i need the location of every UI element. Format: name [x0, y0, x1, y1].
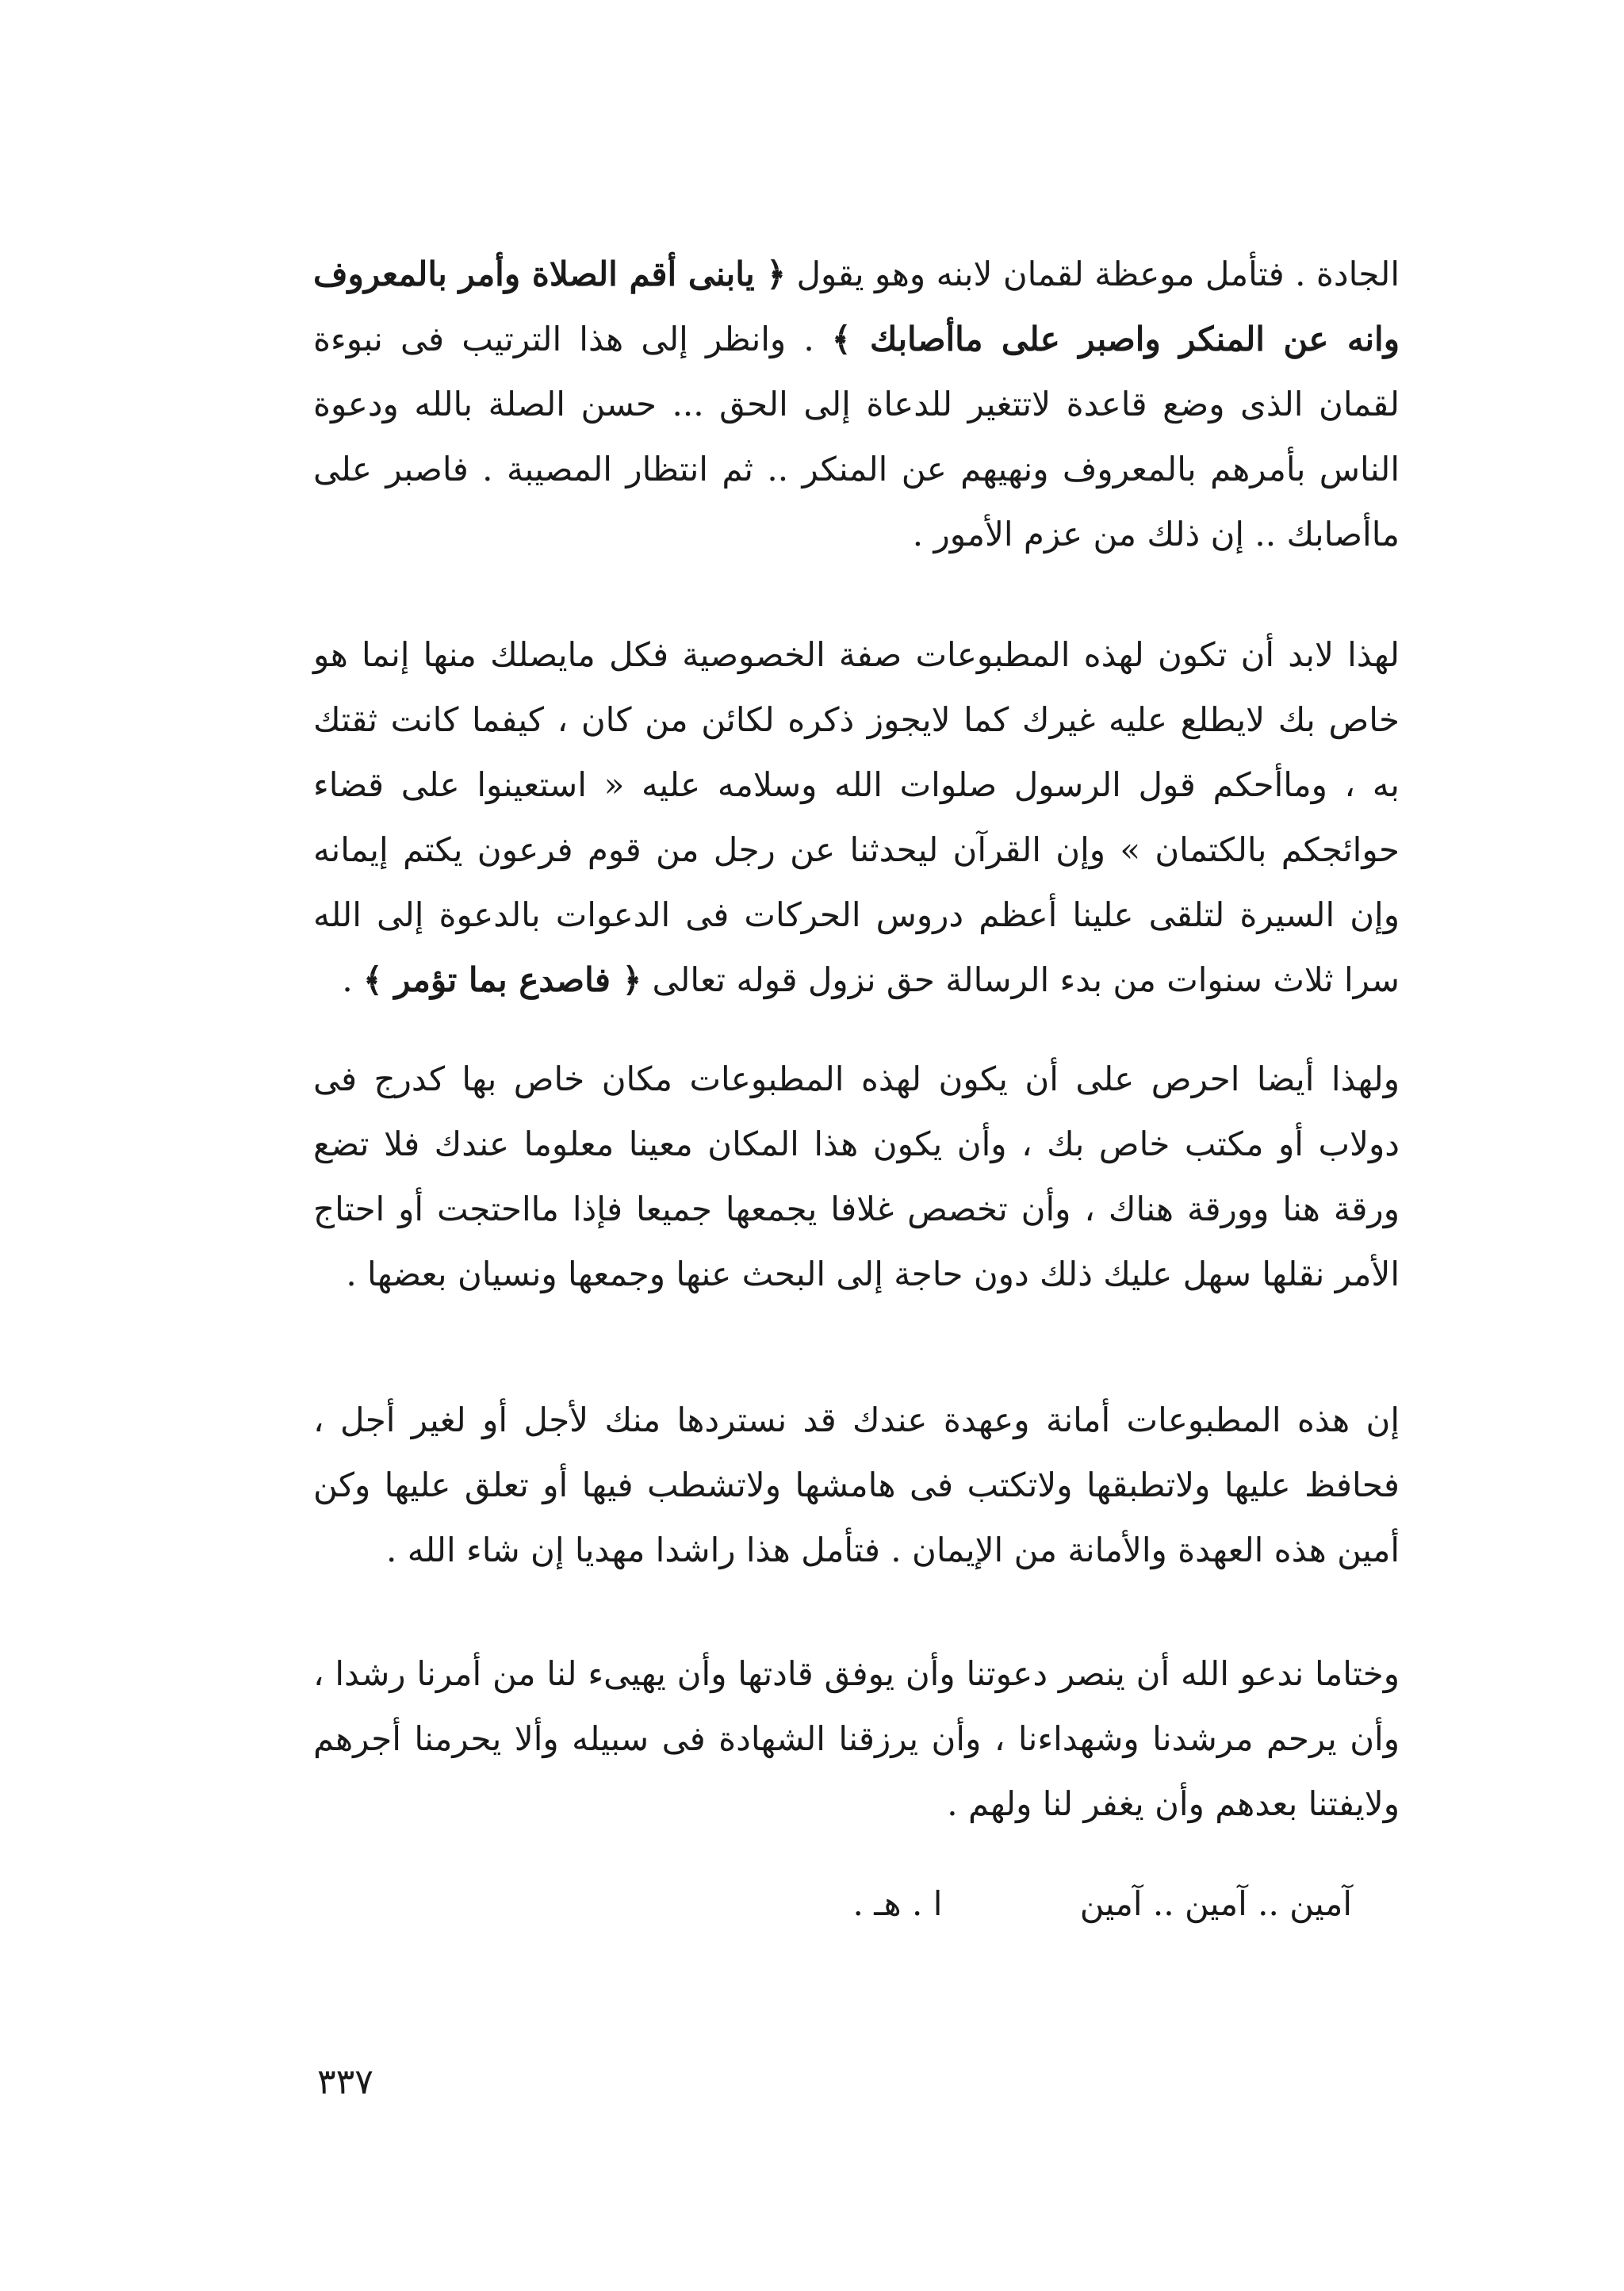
page-number: ٣٣٧ — [317, 2062, 373, 2102]
closing-signature: ا . هـ . — [852, 1884, 943, 1923]
paragraph-text: وختاما ندعو الله أن ينصر دعوتنا وأن يوفق قادتها وأن يهيىء لنا من أمرنا رشدا ، وأن يرحم مرشدنا وشهداءنا ، وأن يرزقنا الشهادة فى سبيله وألا يحرمنا أجرهم ولايفتنا بعدهم وأن يغفر لنا ولهم . — [313, 1654, 1400, 1823]
paragraph-trust — [313, 1388, 1400, 1583]
amen-text: آمين .. آمين .. آمين — [1079, 1884, 1352, 1923]
quran-quote: ﴿ فاصدع بما تؤمر ﴾ — [363, 960, 642, 999]
paragraph-text: ولهذا أيضا احرص على أن يكون لهذه المطبوعات مكان خاص بها كدرج فى دولاب أو مكتب خاص بك ، وأن يكون هذا المكان معينا معلوما عندك فلا تضع ورقة هنا وورقة هناك ، وأن تخصص غلافا يجمعها جميعا فإذا مااحتجت أو احتاج الأمر نقلها سهل عليك ذلك دون حاجة إلى البحث عنها وجمعها ونسيان بعضها . — [313, 1059, 1400, 1293]
quran-quote: ﴿ يابنى أقم الصلاة وأمر بالمعروف وانه عن المنكر واصبر على ماأصابك ﴾ — [313, 255, 1400, 358]
paragraph-closing-prayer — [313, 1642, 1400, 1837]
paragraph-storage — [313, 1047, 1400, 1307]
paragraph-text — [313, 242, 1400, 567]
paragraph-text: إن هذه المطبوعات أمانة وعهدة عندك قد نستردها منك لأجل أو لغير أجل ، فحافظ عليها ولاتطبقها ولاتكتب فى هامشها ولاتشطب فيها أو تعلق عليها وكن أمين هذه العهدة والأمانة من الإيمان . فتأمل هذا راشدا مهديا إن شاء الله . — [313, 1400, 1400, 1569]
paragraph-privacy — [313, 623, 1400, 1013]
paragraph-segment: . وانظر إلى هذا الترتيب فى نبوءة لقمان الذى وضع قاعدة لاتتغير للدعاة إلى الحق ... حسن الصلة بالله ودعوة الناس بأمرهم بالمعروف ونهيهم عن المنكر .. ثم انتظار المصيبة . فاصبر على ماأصابك .. إن ذلك من عزم الأمور . — [313, 320, 1400, 554]
paragraph-segment: الجادة . فتأمل موعظة لقمان لابنه وهو يقول — [786, 255, 1400, 293]
closing-line — [313, 1871, 1352, 1937]
paragraph-segment: . — [342, 960, 364, 999]
paragraph-luqman — [313, 242, 1400, 567]
paragraph-segment: لهذا لابد أن تكون لهذه المطبوعات صفة الخصوصية فكل مايصلك منها إنما هو خاص بك لايطلع عليه غيرك كما لايجوز ذكره لكائن من كان ، كيفما كانت ثقتك به ، وماأحكم قول الرسول صلوات الله وسلامه عليه « استعينوا على قضاء حوائجكم بالكتمان » وإن القرآن ليحدثنا عن رجل من قوم فرعون يكتم إيمانه وإن السيرة لتلقى علينا أعظم دروس الحركات فى الدعوات بالدعوة إلى الله سرا ثلاث سنوات من بدء الرسالة حق نزول قوله تعالى — [313, 635, 1400, 999]
paragraph-text — [313, 623, 1400, 1013]
